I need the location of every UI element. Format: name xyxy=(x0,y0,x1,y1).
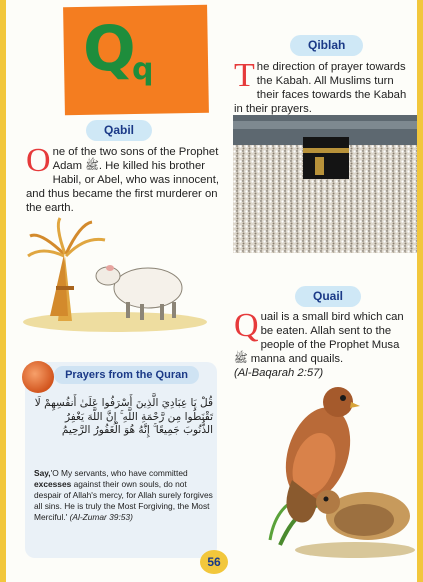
verse-part1: 'O My servants, who have committed xyxy=(50,468,188,478)
prayers-from-quran-box xyxy=(25,362,217,558)
peace-honorific-symbol: ﷺ xyxy=(85,160,99,172)
page-number: 56 xyxy=(200,550,228,574)
qabil-body-end: . He killed his brother Habil, or Abel, who was innocent, and thus became the first murderer on the earth. xyxy=(26,160,219,214)
qabil-heading: Qabil xyxy=(86,120,152,141)
qabil-body-start: ne of the two sons of the Prophet Adam xyxy=(52,146,219,172)
qiblah-text xyxy=(234,57,414,116)
verse-excesses: excesses xyxy=(34,479,72,489)
peace-honorific-symbol: ﷺ xyxy=(234,353,248,365)
quail-text xyxy=(234,307,414,380)
qiblah-dropcap: T xyxy=(234,57,255,94)
wheat-sheep-illustration xyxy=(20,216,210,336)
prayer-hands-icon xyxy=(22,361,54,393)
verse-say: Say, xyxy=(34,468,51,478)
quail-body-start: uail is a small bird which can be eaten. Allah sent to the people of the Prophet Musa xyxy=(260,311,404,351)
arabic-verse: قُلْ يَا عِبَادِيَ الَّذِينَ أَسْرَفُوا عَلَىٰ أَنفُسِهِمْ لَا تَقْنَطُوا مِن رَّحْمَةِ اللَّهِ ۚ إِنَّ اللَّهَ يَغْفِرُ الذُّنُوبَ جَمِيعًا ۚ إِنَّهُ هُوَ الْغَفُورُ الرَّحِيمُ xyxy=(34,397,213,436)
verse-translation xyxy=(34,468,214,523)
qabil-dropcap: O xyxy=(26,142,51,179)
verse-reference: (Al-Zumar 39:53) xyxy=(69,512,133,522)
verse-part2: against their own souls, do not despair of Allah's mercy, for Allah surely forgives all sins. He is truly the Most Forgiving, the Most Merciful.' xyxy=(34,479,213,522)
quail-heading: Quail xyxy=(295,286,361,307)
quail-birds-illustration xyxy=(240,380,415,560)
prayers-heading: Prayers from the Quran xyxy=(54,366,199,384)
quail-body-end: manna and quails. xyxy=(247,353,344,365)
letter-lowercase: q xyxy=(132,52,154,87)
qiblah-body: he direction of prayer towards the Kabah. All Muslims turn their faces towards the Kabah in their prayers. xyxy=(234,61,407,115)
quail-reference: (Al-Baqarah 2:57) xyxy=(234,367,324,379)
kaaba-photo xyxy=(233,115,417,253)
qabil-text xyxy=(26,142,222,215)
letter-uppercase: Q xyxy=(83,12,136,85)
quail-dropcap: Q xyxy=(234,307,259,344)
qiblah-heading: Qiblah xyxy=(290,35,363,56)
